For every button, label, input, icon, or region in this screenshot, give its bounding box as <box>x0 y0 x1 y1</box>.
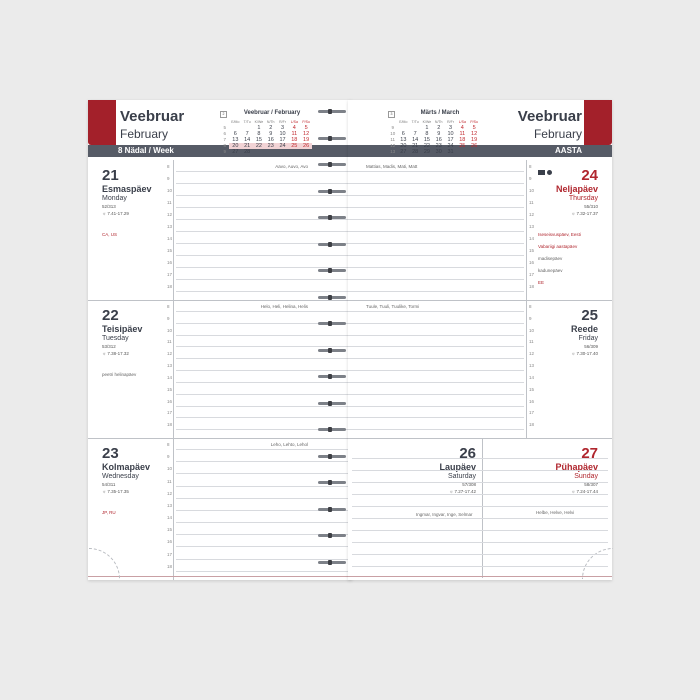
calendar-day[interactable]: 25 <box>288 143 300 149</box>
calendar-day[interactable]: 27 <box>400 149 407 155</box>
hour-label: 8 <box>167 304 170 309</box>
calendar-day[interactable]: 19 <box>303 137 310 143</box>
calendar-weekday-header: L/Sa <box>458 120 466 124</box>
name-days: Tuule, Tuuli, Tuulike, Tormi <box>366 304 420 309</box>
hour-label: 17 <box>529 272 535 277</box>
day-name-en: Saturday <box>447 473 476 480</box>
mini-calendar-title: Veebruar / February <box>243 110 301 116</box>
day-count: 54/311 <box>102 482 116 487</box>
day-number: 27 <box>581 445 598 462</box>
hour-label: 17 <box>167 551 173 557</box>
day-name-et: Pühapäev <box>555 462 598 472</box>
calendar-day[interactable] <box>468 149 480 155</box>
day-name-et: Esmaspäev <box>102 184 152 194</box>
calendar-day[interactable]: 1 <box>257 125 261 131</box>
hour-line[interactable] <box>348 207 524 208</box>
calendar-day[interactable]: 20 <box>400 143 407 149</box>
calendar-day[interactable]: 5 <box>472 125 476 131</box>
hour-label: 15 <box>167 248 173 253</box>
hour-label: 14 <box>167 236 173 241</box>
hour-label: 12 <box>529 212 535 217</box>
calendar-day[interactable]: 16 <box>435 137 442 143</box>
day-name-et: Kolmapäev <box>102 462 151 472</box>
sunrise-sunset: ☼ 7.41-17.29 <box>102 211 129 216</box>
day-count: 58/307 <box>584 482 598 487</box>
holiday-note: Vabariigi aastapäev <box>538 244 578 249</box>
name-days: Helbe, Helve, Helvi <box>536 510 575 515</box>
right-page <box>348 100 612 580</box>
calendar-week-number: 9 <box>223 149 226 154</box>
hour-label: 13 <box>167 224 173 229</box>
calendar-weekday-header: L/Sa <box>290 120 298 124</box>
writing-line[interactable] <box>352 494 608 495</box>
calendar-day[interactable]: 22 <box>423 143 430 149</box>
hour-label: 13 <box>167 363 173 369</box>
hour-label: 12 <box>167 351 173 357</box>
calendar-day[interactable] <box>456 149 468 155</box>
calendar-week-number: 8 <box>223 143 226 148</box>
hour-label: 16 <box>529 260 535 265</box>
calendar-day[interactable]: 9 <box>437 131 441 137</box>
hour-line[interactable] <box>348 231 524 232</box>
holiday-note: Iseseisvuspäev, Eesti <box>538 232 581 237</box>
writing-line[interactable] <box>352 542 608 543</box>
calendar-day[interactable]: 9 <box>269 131 273 137</box>
writing-line[interactable] <box>352 554 608 555</box>
hour-label: 10 <box>529 327 535 333</box>
hour-label: 12 <box>529 351 535 357</box>
calendar-day[interactable] <box>277 149 289 155</box>
hour-line[interactable] <box>348 279 524 280</box>
writing-line[interactable] <box>352 458 608 459</box>
hour-label: 13 <box>529 224 535 229</box>
hour-line[interactable] <box>348 311 524 312</box>
calendar-week-number: 12 <box>390 143 396 148</box>
week-label: 8 Nädal / Week <box>118 146 174 155</box>
sunrise-sunset: ☼ 7.24-17.44 <box>571 489 598 494</box>
hour-label: 11 <box>167 478 172 484</box>
hour-label: 11 <box>529 339 534 345</box>
hour-label: 13 <box>529 363 535 369</box>
calendar-week-number: 5 <box>223 125 226 130</box>
hour-label: 14 <box>167 515 173 521</box>
calendar-day[interactable]: 11 <box>291 131 298 137</box>
name-days: Ingmar, Ingvar, Inge, Selmar <box>416 512 473 517</box>
calendar-day[interactable]: 3 <box>280 125 285 131</box>
calendar-day[interactable]: 10 <box>279 131 286 137</box>
hour-label: 16 <box>167 398 173 404</box>
sunrise-sunset: ☼ 7.27-17.42 <box>449 489 476 494</box>
calendar-day[interactable]: 7 <box>413 131 417 137</box>
calendar-day[interactable]: 6 <box>233 131 237 137</box>
calendar-day[interactable]: 7 <box>245 131 249 137</box>
calendar-week-number: 11 <box>390 137 396 142</box>
hour-label: 8 <box>529 304 532 309</box>
name-days: Leho, Lehto, Lehol <box>270 442 308 447</box>
calendar-day[interactable]: 23 <box>265 143 277 149</box>
calendar-day[interactable]: 18 <box>291 137 298 143</box>
calendar-day[interactable]: 1 <box>425 125 429 131</box>
calendar-weekday-header: P/Su <box>302 120 310 124</box>
calendar-day[interactable]: 20 <box>229 143 241 149</box>
year-label: AASTA <box>555 146 582 155</box>
calendar-day[interactable]: 10 <box>447 131 454 137</box>
sunrise-sunset: ☼ 7.32-17.37 <box>571 211 598 216</box>
calendar-weekday-header: R/Fr <box>447 120 454 124</box>
day-count: 53/312 <box>102 344 116 349</box>
calendar-day[interactable]: 25 <box>459 143 466 149</box>
hour-column-divider <box>526 160 527 438</box>
hour-label: 9 <box>167 315 170 321</box>
hour-label: 11 <box>167 339 172 345</box>
calendar-week-number: 6 <box>223 131 226 136</box>
hour-line[interactable] <box>348 243 524 244</box>
calendar-weekday-header: K/We <box>254 120 264 124</box>
calendar-weekday-header: K/We <box>422 120 432 124</box>
day-saturday[interactable] <box>348 438 482 580</box>
hour-label: 11 <box>529 200 534 205</box>
calendar-day[interactable]: 29 <box>423 149 430 155</box>
hour-line[interactable] <box>348 291 524 292</box>
calendar-day[interactable]: 21 <box>412 143 419 149</box>
calendar-day[interactable]: 24 <box>447 143 454 149</box>
hour-line[interactable] <box>348 323 524 324</box>
hour-line[interactable] <box>348 195 524 196</box>
day-count: 57/308 <box>462 482 476 487</box>
hour-line[interactable] <box>348 382 524 383</box>
hour-label: 17 <box>529 410 535 416</box>
hour-label: 14 <box>529 374 535 380</box>
calendar-day[interactable]: 22 <box>253 143 265 149</box>
calendar-day[interactable]: 13 <box>400 137 407 143</box>
day-count: 52/313 <box>102 204 116 209</box>
day-name-en: Tuesday <box>102 335 129 342</box>
hour-line[interactable] <box>348 171 524 172</box>
writing-line[interactable] <box>352 530 608 531</box>
hour-label: 15 <box>167 386 173 392</box>
calendar-day[interactable]: 18 <box>459 137 466 143</box>
month-title-en: February <box>533 127 582 141</box>
calendar-day[interactable]: 26 <box>471 143 478 149</box>
hour-label: 16 <box>167 260 173 265</box>
hour-label: 15 <box>167 527 173 533</box>
hour-line[interactable] <box>348 429 524 430</box>
hour-label: 8 <box>167 442 170 447</box>
hour-label: 11 <box>167 200 172 205</box>
day-name-en: Friday <box>578 335 598 342</box>
calendar-day[interactable]: 24 <box>277 143 289 149</box>
writing-line[interactable] <box>352 506 608 507</box>
calendar-day[interactable]: 23 <box>435 143 442 149</box>
calendar-week-number: 7 <box>223 137 226 142</box>
calendar-day[interactable]: 5 <box>304 125 308 131</box>
calendar-day[interactable]: 16 <box>267 137 274 143</box>
writing-line[interactable] <box>352 470 608 471</box>
hour-label: 15 <box>529 248 535 253</box>
mini-calendar-march <box>388 110 480 158</box>
month-title-et: Veebruar <box>517 108 582 125</box>
hour-line[interactable] <box>348 255 524 256</box>
hour-label: 9 <box>529 315 532 321</box>
hour-label: 13 <box>167 502 173 508</box>
day-name-en: Monday <box>102 195 127 202</box>
hour-line[interactable] <box>348 267 524 268</box>
calendar-day[interactable]: 31 <box>447 149 454 155</box>
calendar-day[interactable]: 17 <box>279 137 286 143</box>
calendar-day[interactable]: 3 <box>448 125 453 131</box>
hour-label: 8 <box>167 164 170 169</box>
calendar-day[interactable]: 19 <box>471 137 478 143</box>
day-number: 25 <box>581 307 598 324</box>
calendar-day[interactable]: 17 <box>447 137 454 143</box>
calendar-week-number: 10 <box>390 131 396 136</box>
calendar-day[interactable]: 27 <box>232 149 239 155</box>
name-days: Helo, Heli, Helina, Helis <box>260 304 308 309</box>
bottom-line <box>88 576 352 577</box>
hour-label: 10 <box>529 188 535 193</box>
calendar-day[interactable]: 12 <box>471 131 478 137</box>
year-bar <box>482 145 612 157</box>
name-days: Aavo, Auvo, Avo <box>275 164 308 169</box>
bottom-line <box>348 576 612 577</box>
left-page <box>88 100 352 580</box>
calendar-day[interactable]: 6 <box>401 131 405 137</box>
hour-label: 16 <box>529 398 535 404</box>
hour-line[interactable] <box>348 219 524 220</box>
hour-label: 10 <box>167 188 173 193</box>
holiday-note: CA, US <box>102 232 118 237</box>
calendar-day[interactable]: 12 <box>303 131 310 137</box>
day-number: 26 <box>459 445 476 462</box>
day-name-et: Neljapäev <box>555 184 598 194</box>
hour-label: 9 <box>167 454 170 460</box>
mini-calendar-grid <box>388 119 480 155</box>
calendar-day[interactable]: 8 <box>425 131 429 137</box>
calendar-day[interactable]: 2 <box>437 125 441 131</box>
calendar-day[interactable]: 4 <box>460 125 464 131</box>
calendar-week-number: 9 <box>391 125 394 130</box>
hour-label: 18 <box>167 563 173 569</box>
day-name-et: Laupäev <box>439 462 476 472</box>
calendar-day[interactable]: 26 <box>300 143 312 149</box>
calendar-day[interactable] <box>288 149 300 155</box>
accent-tab <box>584 100 612 145</box>
hour-label: 14 <box>167 374 173 380</box>
calendar-day[interactable]: 15 <box>255 137 262 143</box>
calendar-weekday-header: N/Th <box>266 120 275 124</box>
hour-label: 9 <box>167 176 170 181</box>
flag-icon <box>538 170 545 175</box>
holiday-note: kadunepäev <box>538 268 563 273</box>
day-name-et: Teisipäev <box>102 324 143 334</box>
hour-label: 18 <box>529 422 535 428</box>
sunrise-sunset: ☼ 7.38-17.32 <box>102 351 129 356</box>
writing-line[interactable] <box>352 482 608 483</box>
day-number: 22 <box>102 307 119 324</box>
calendar-day[interactable] <box>265 149 277 155</box>
calendar-day[interactable]: 8 <box>257 131 261 137</box>
holiday-note: JP, RU <box>102 510 116 515</box>
day-count: 56/309 <box>584 344 598 349</box>
hour-label: 15 <box>529 386 535 392</box>
sunrise-sunset: ☼ 7.30-17.40 <box>571 351 598 356</box>
calendar-day[interactable] <box>253 149 265 155</box>
writing-line[interactable] <box>352 518 608 519</box>
writing-line[interactable] <box>352 566 608 567</box>
month-title-et: Veebruar <box>120 108 185 125</box>
calendar-day[interactable]: 13 <box>232 137 239 143</box>
day-number: 23 <box>102 445 119 462</box>
moon-icon <box>547 170 552 175</box>
calendar-weekday-header: T/Tu <box>411 120 419 124</box>
sunrise-sunset: ☼ 7.35-17.35 <box>102 489 129 494</box>
calendar-day[interactable]: 15 <box>423 137 430 143</box>
hour-label: 10 <box>167 327 173 333</box>
day-number: 21 <box>102 167 119 184</box>
hour-line[interactable] <box>348 183 524 184</box>
hour-label: 8 <box>529 164 532 169</box>
weekend-section <box>348 438 612 580</box>
calendar-weekday-header: R/Fr <box>279 120 286 124</box>
hour-label: 12 <box>167 490 173 496</box>
accent-tab <box>88 100 116 145</box>
hour-line[interactable] <box>348 335 524 336</box>
calendar-weekday-header: P/Su <box>470 120 478 124</box>
hour-label: 18 <box>167 422 173 428</box>
holiday-note: peetri helinapäev <box>102 372 137 377</box>
calendar-weekday-header: E/Mo <box>399 120 408 124</box>
calendar-day[interactable]: 11 <box>459 131 466 137</box>
calendar-day[interactable]: 2 <box>269 125 273 131</box>
name-days: Mattias, Madis, Mati, Matt <box>366 164 418 169</box>
hour-label: 18 <box>529 284 535 289</box>
hour-line[interactable] <box>348 346 524 347</box>
hour-label: 9 <box>529 176 532 181</box>
day-count: 55/310 <box>584 204 598 209</box>
calendar-day[interactable]: 14 <box>244 137 251 143</box>
mini-calendar-february <box>220 110 312 158</box>
calendar-day[interactable]: 21 <box>241 143 253 149</box>
hour-column-divider <box>173 160 174 580</box>
calendar-day[interactable]: 30 <box>435 149 442 155</box>
mini-calendar-title: Märts / March <box>420 110 460 116</box>
calendar-day[interactable]: 28 <box>412 149 419 155</box>
day-name-en: Sunday <box>574 473 598 480</box>
hour-line[interactable] <box>348 370 524 371</box>
calendar-day[interactable]: 14 <box>412 137 419 143</box>
calendar-weekday-header: N/Th <box>434 120 443 124</box>
hour-label: 14 <box>529 236 535 241</box>
hour-label: 18 <box>167 284 173 289</box>
day-name-et: Reede <box>570 324 598 334</box>
calendar-month-badge: 3 <box>388 111 395 118</box>
calendar-day[interactable] <box>300 149 312 155</box>
day-number: 24 <box>581 167 598 184</box>
hour-line[interactable] <box>348 417 524 418</box>
holiday-note: madisepäev <box>538 256 563 261</box>
calendar-day[interactable]: 28 <box>244 149 251 155</box>
hour-label: 17 <box>167 410 173 416</box>
hour-label: 16 <box>167 539 173 545</box>
hour-label: 10 <box>167 466 173 472</box>
day-name-en: Thursday <box>568 195 598 202</box>
hour-label: 17 <box>167 272 173 277</box>
calendar-day[interactable]: 4 <box>292 125 296 131</box>
hour-line[interactable] <box>348 394 524 395</box>
week-bar <box>88 145 218 157</box>
mini-calendar-grid <box>220 119 312 155</box>
day-name-en: Wednesday <box>102 473 139 480</box>
hour-line[interactable] <box>348 358 524 359</box>
holiday-note: EE <box>538 280 545 285</box>
calendar-week-number: 13 <box>390 149 396 154</box>
calendar-month-badge: 2 <box>220 111 227 118</box>
calendar-weekday-header: T/Tu <box>243 120 251 124</box>
month-title-en: February <box>120 127 169 141</box>
calendar-weekday-header: E/Mo <box>231 120 240 124</box>
hour-label: 12 <box>167 212 173 217</box>
hour-line[interactable] <box>348 406 524 407</box>
